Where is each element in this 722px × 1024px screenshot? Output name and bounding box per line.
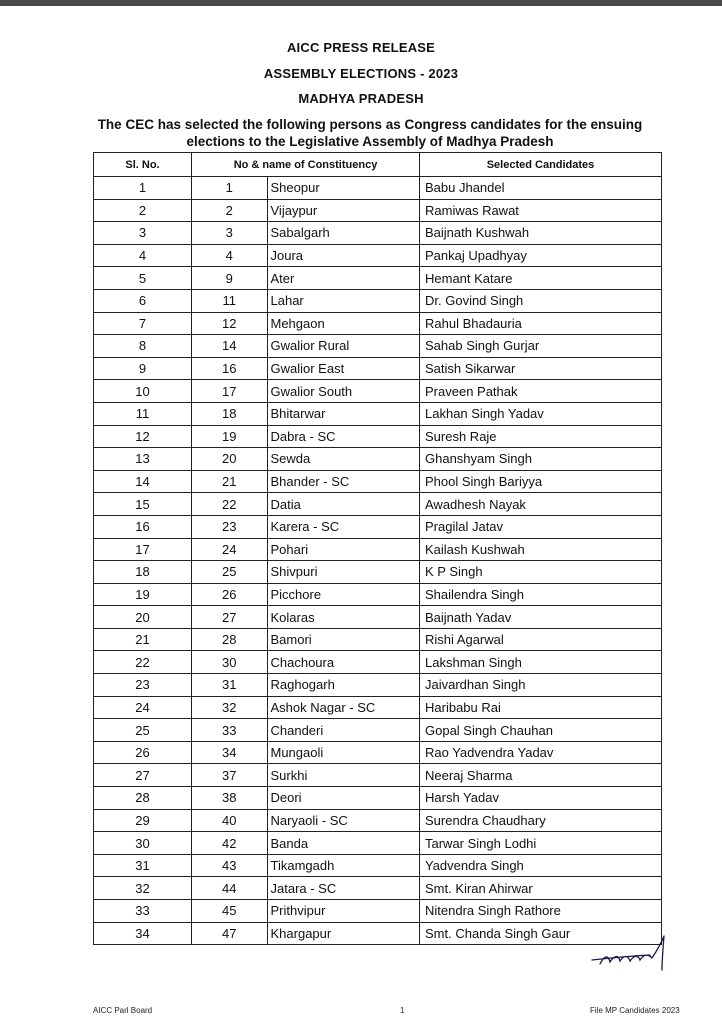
table-row [94,900,662,923]
cell-candidate-name: Pankaj Upadhyay [420,244,662,267]
cell-sl-no: 20 [94,606,192,629]
cell-constituency-name: Lahar [267,289,420,312]
cell-constituency-name: Chachoura [267,651,420,674]
cell-constituency-number: 32 [192,696,267,719]
cell-sl-no: 28 [94,787,192,810]
footer-right-text: File MP Candidates 2023 [590,1006,680,1015]
cell-constituency-name: Datia [267,493,420,516]
cell-constituency-name: Pohari [267,538,420,561]
cell-constituency-number: 31 [192,674,267,697]
cell-candidate-name: Kailash Kushwah [420,538,662,561]
cell-candidate-name: Yadvendra Singh [420,854,662,877]
cell-candidate-name: Lakshman Singh [420,651,662,674]
cell-constituency-number: 34 [192,741,267,764]
table-row [94,357,662,380]
cell-constituency-name: Tikamgadh [267,854,420,877]
cell-constituency-number: 33 [192,719,267,742]
cell-candidate-name: Smt. Chanda Singh Gaur [420,922,662,945]
table-row [94,651,662,674]
table-row [94,606,662,629]
cell-candidate-name: Rahul Bhadauria [420,312,662,335]
cell-sl-no: 26 [94,741,192,764]
cell-candidate-name: K P Singh [420,561,662,584]
cell-constituency-name: Ashok Nagar - SC [267,696,420,719]
cell-candidate-name: Babu Jhandel [420,177,662,200]
header-sl-no: Sl. No. [94,153,192,177]
cell-constituency-number: 21 [192,470,267,493]
cell-constituency-number: 28 [192,628,267,651]
cell-sl-no: 29 [94,809,192,832]
table-row [94,199,662,222]
cell-candidate-name: Hemant Katare [420,267,662,290]
table-row [94,470,662,493]
cell-constituency-name: Sewda [267,448,420,471]
handwritten-signature-icon [590,928,680,978]
table-row [94,583,662,606]
cell-constituency-name: Joura [267,244,420,267]
state-title: MADHYA PRADESH [298,91,424,106]
cell-constituency-number: 9 [192,267,267,290]
cell-candidate-name: Jaivardhan Singh [420,674,662,697]
cell-constituency-number: 12 [192,312,267,335]
table-row [94,448,662,471]
cell-sl-no: 31 [94,854,192,877]
description-text: The CEC has selected the following persons as Congress candidates for the ensuing elections to the Legislative Assembly of Madhya Pradesh [97,117,643,149]
cell-candidate-name: Ramiwas Rawat [420,199,662,222]
cell-candidate-name: Sahab Singh Gurjar [420,335,662,358]
election-title: ASSEMBLY ELECTIONS - 2023 [263,66,459,81]
cell-constituency-name: Jatara - SC [267,877,420,900]
cell-candidate-name: Awadhesh Nayak [420,493,662,516]
cell-candidate-name: Smt. Kiran Ahirwar [420,877,662,900]
cell-constituency-name: Bamori [267,628,420,651]
cell-sl-no: 17 [94,538,192,561]
cell-constituency-name: Raghogarh [267,674,420,697]
cell-constituency-number: 30 [192,651,267,674]
cell-sl-no: 34 [94,922,192,945]
cell-constituency-name: Bhander - SC [267,470,420,493]
cell-constituency-name: Picchore [267,583,420,606]
cell-sl-no: 2 [94,199,192,222]
cell-sl-no: 22 [94,651,192,674]
cell-constituency-name: Gwalior Rural [267,335,420,358]
cell-candidate-name: Lakhan Singh Yadav [420,402,662,425]
cell-constituency-number: 4 [192,244,267,267]
cell-constituency-name: Dabra - SC [267,425,420,448]
cell-constituency-name: Naryaoli - SC [267,809,420,832]
cell-constituency-number: 3 [192,222,267,245]
cell-constituency-name: Surkhi [267,764,420,787]
cell-sl-no: 30 [94,832,192,855]
cell-constituency-name: Deori [267,787,420,810]
cell-constituency-number: 42 [192,832,267,855]
cell-constituency-number: 22 [192,493,267,516]
cell-constituency-number: 40 [192,809,267,832]
table-row [94,177,662,200]
table-row [94,809,662,832]
cell-candidate-name: Shailendra Singh [420,583,662,606]
cell-candidate-name: Harsh Yadav [420,787,662,810]
cell-sl-no: 7 [94,312,192,335]
cell-candidate-name: Baijnath Yadav [420,606,662,629]
cell-constituency-number: 26 [192,583,267,606]
header-candidates: Selected Candidates [420,153,662,177]
table-row [94,425,662,448]
table-row [94,493,662,516]
cell-constituency-number: 24 [192,538,267,561]
cell-sl-no: 19 [94,583,192,606]
table-row [94,515,662,538]
cell-constituency-number: 25 [192,561,267,584]
cell-constituency-number: 45 [192,900,267,923]
table-row [94,674,662,697]
cell-constituency-name: Gwalior East [267,357,420,380]
table-row [94,764,662,787]
table-row [94,312,662,335]
cell-candidate-name: Rishi Agarwal [420,628,662,651]
cell-constituency-name: Khargapur [267,922,420,945]
cell-sl-no: 8 [94,335,192,358]
cell-sl-no: 9 [94,357,192,380]
cell-constituency-name: Sheopur [267,177,420,200]
cell-sl-no: 32 [94,877,192,900]
cell-candidate-name: Nitendra Singh Rathore [420,900,662,923]
cell-constituency-name: Bhitarwar [267,402,420,425]
cell-sl-no: 25 [94,719,192,742]
table-row [94,380,662,403]
cell-sl-no: 15 [94,493,192,516]
table-row [94,335,662,358]
cell-candidate-name: Satish Sikarwar [420,357,662,380]
cell-constituency-number: 14 [192,335,267,358]
cell-candidate-name: Pragilal Jatav [420,515,662,538]
cell-constituency-number: 47 [192,922,267,945]
cell-constituency-name: Gwalior South [267,380,420,403]
cell-constituency-number: 2 [192,199,267,222]
cell-sl-no: 11 [94,402,192,425]
cell-sl-no: 33 [94,900,192,923]
table-header-row [94,153,662,177]
cell-sl-no: 4 [94,244,192,267]
table-row [94,538,662,561]
cell-constituency-number: 38 [192,787,267,810]
table-row [94,832,662,855]
cell-constituency-name: Shivpuri [267,561,420,584]
top-bar [0,0,722,6]
cell-candidate-name: Tarwar Singh Lodhi [420,832,662,855]
cell-constituency-number: 43 [192,854,267,877]
cell-sl-no: 13 [94,448,192,471]
cell-constituency-number: 37 [192,764,267,787]
cell-sl-no: 12 [94,425,192,448]
cell-constituency-number: 23 [192,515,267,538]
cell-constituency-number: 16 [192,357,267,380]
cell-sl-no: 5 [94,267,192,290]
table-row [94,877,662,900]
cell-sl-no: 24 [94,696,192,719]
cell-sl-no: 1 [94,177,192,200]
cell-constituency-number: 44 [192,877,267,900]
cell-constituency-number: 27 [192,606,267,629]
cell-sl-no: 10 [94,380,192,403]
cell-constituency-name: Mehgaon [267,312,420,335]
cell-constituency-name: Sabalgarh [267,222,420,245]
press-release-title: AICC PRESS RELEASE [286,40,436,55]
table-row [94,628,662,651]
cell-candidate-name: Praveen Pathak [420,380,662,403]
cell-sl-no: 23 [94,674,192,697]
table-row [94,719,662,742]
table-row [94,267,662,290]
cell-candidate-name: Neeraj Sharma [420,764,662,787]
cell-candidate-name: Phool Singh Bariyya [420,470,662,493]
cell-constituency-name: Ater [267,267,420,290]
footer-page-number: 1 [400,1006,405,1015]
cell-candidate-name: Surendra Chaudhary [420,809,662,832]
cell-constituency-name: Karera - SC [267,515,420,538]
cell-candidate-name: Gopal Singh Chauhan [420,719,662,742]
candidates-table [93,152,662,945]
cell-constituency-number: 1 [192,177,267,200]
table-row [94,741,662,764]
table-row [94,696,662,719]
table-body [94,177,662,945]
cell-constituency-name: Kolaras [267,606,420,629]
table-row [94,561,662,584]
cell-constituency-name: Chanderi [267,719,420,742]
cell-constituency-number: 19 [192,425,267,448]
header-constituency: No & name of Constituency [192,153,420,177]
cell-constituency-number: 11 [192,289,267,312]
table-row [94,289,662,312]
cell-sl-no: 21 [94,628,192,651]
cell-candidate-name: Baijnath Kushwah [420,222,662,245]
table-row [94,787,662,810]
cell-candidate-name: Ghanshyam Singh [420,448,662,471]
table-row [94,402,662,425]
cell-sl-no: 16 [94,515,192,538]
cell-sl-no: 18 [94,561,192,584]
cell-constituency-name: Mungaoli [267,741,420,764]
cell-candidate-name: Haribabu Rai [420,696,662,719]
cell-sl-no: 14 [94,470,192,493]
cell-sl-no: 27 [94,764,192,787]
footer-left-text: AICC Parl Board [93,1006,153,1015]
cell-candidate-name: Rao Yadvendra Yadav [420,741,662,764]
cell-constituency-number: 20 [192,448,267,471]
cell-sl-no: 6 [94,289,192,312]
table-row [94,922,662,945]
table-row [94,222,662,245]
table-row [94,854,662,877]
cell-constituency-name: Prithvipur [267,900,420,923]
cell-constituency-number: 18 [192,402,267,425]
cell-candidate-name: Dr. Govind Singh [420,289,662,312]
cell-candidate-name: Suresh Raje [420,425,662,448]
cell-constituency-name: Banda [267,832,420,855]
cell-constituency-number: 17 [192,380,267,403]
cell-constituency-name: Vijaypur [267,199,420,222]
cell-sl-no: 3 [94,222,192,245]
table-row [94,244,662,267]
